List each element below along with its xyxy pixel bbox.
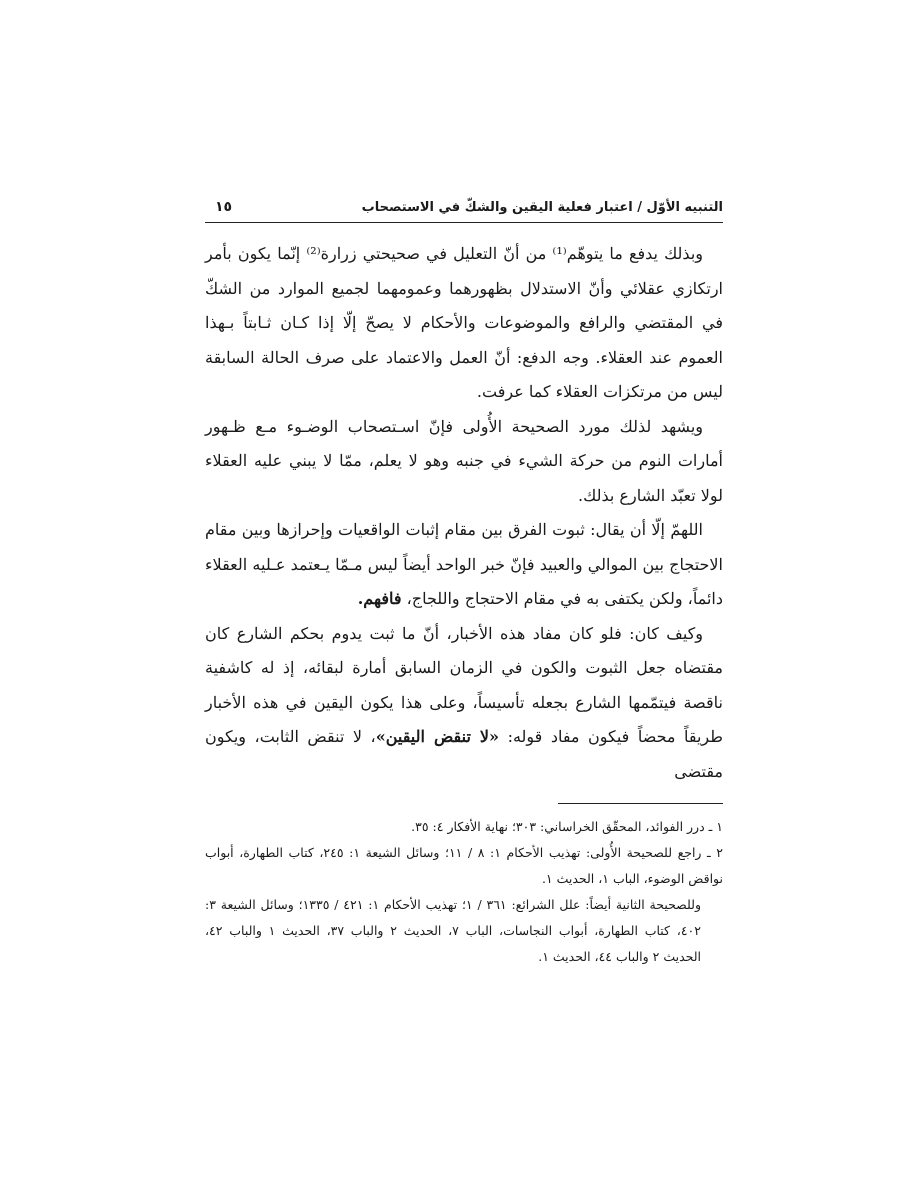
running-header <box>205 196 723 223</box>
paragraph-3-text: اللهمّ إلّا أن يقال: ثبوت الفرق بين مقام إثبات الواقعيات وإحرازها وبين مقام الاحتجاج بين الموالي والعبيد فإنّ خبر الواحد أيضاً ليس مـمّا يـعتمد عـليه العقلاء دائماً، ولكن يكتفى به في مقام الاحتجاج واللجاج، <box>205 520 723 608</box>
footnote-1: ١ ـ درر الفوائد، المحقّق الخراساني: ٣٠٣؛ نهاية الأفكار ٤: ٣٥. <box>411 819 723 834</box>
book-page <box>205 196 723 970</box>
page-number: ١٥ <box>215 199 233 215</box>
footnote-2: ٢ ـ راجع للصحيحة الأُولى: تهذيب الأحكام ١: ٨ / ١١؛ وسائل الشيعة ١: ٢٤٥، كتاب الطهارة، أبواب نواقض الوضوء، الباب ١، الحديث ١. <box>205 845 723 886</box>
footnote-separator <box>558 803 723 804</box>
paragraph-3-emphasis: فافهم. <box>357 589 402 608</box>
paragraph-3 <box>205 513 723 617</box>
paragraph-2: ويشهد لذلك مورد الصحيحة الأُولى فإنّ اسـتصحاب الوضـوء مـع ظـهور أمارات النوم من حركة الشيء في جنبه وهو لا يعلم، ممّا لا يبني عليه العقلاء لولا تعبّد الشارع بذلك. <box>205 416 723 505</box>
paragraph-1: وبذلك يدفع ما يتوهّم⁽¹⁾ من أنّ التعليل في صحيحتي زرارة⁽²⁾ إنّما يكون بأمر ارتكازي عقلائي وأنّ الاستدلال بظهورهما وعمومهما لجميع الموارد من الشكّ في المقتضي والرافع والموضوعات والأحكام لا يصحّ إلّا إذا كـان ثـابتاً بـهذا العموم عند العقلاء. وجه الدفع: أنّ العمل والاعتماد على صرف الحالة السابقة ليس من مرتكزات العقلاء كما عرفت. <box>205 244 723 401</box>
paragraph-4-end: ، لا تنقض الثابت، ويكون مقتضى <box>205 727 723 781</box>
paragraph-4-text: وكيف كان: فلو كان مفاد هذه الأخبار، أنّ ما ثبت يدوم بحكم الشارع كان مقتضاه جعل الثبوت والكون في الزمان السابق أمارة لبقائه، إذ له كاشفية ناقصة فيتمّمها الشارع بجعله تأسيساً، وعلى هذا يكون اليقين في هذه الأخبار طريقاً محضاً فيكون مفاد قوله: <box>205 623 723 746</box>
running-title: التنبيه الأوّل / اعتبار فعلية اليقين والشكّ في الاستصحاب <box>361 200 723 215</box>
footnotes <box>205 814 723 970</box>
paragraph-4 <box>205 617 723 790</box>
hadith-quote: «لا تنقض اليقين» <box>375 727 500 746</box>
main-text <box>205 237 723 789</box>
footnote-2-continued: وللصحيحة الثانية أيضاً: علل الشرائع: ٣٦١ / ١؛ تهذيب الأحكام ١: ٤٢١ / ١٣٣٥؛ وسائل الشيعة ٣: ٤٠٢، كتاب الطهارة، أبواب النجاسات، الباب ٧، الحديث ٢ والباب ٣٧، الحديث ١ والباب ٤٢، الحديث ٢ والباب ٤٤، الحديث ١. <box>205 897 701 964</box>
